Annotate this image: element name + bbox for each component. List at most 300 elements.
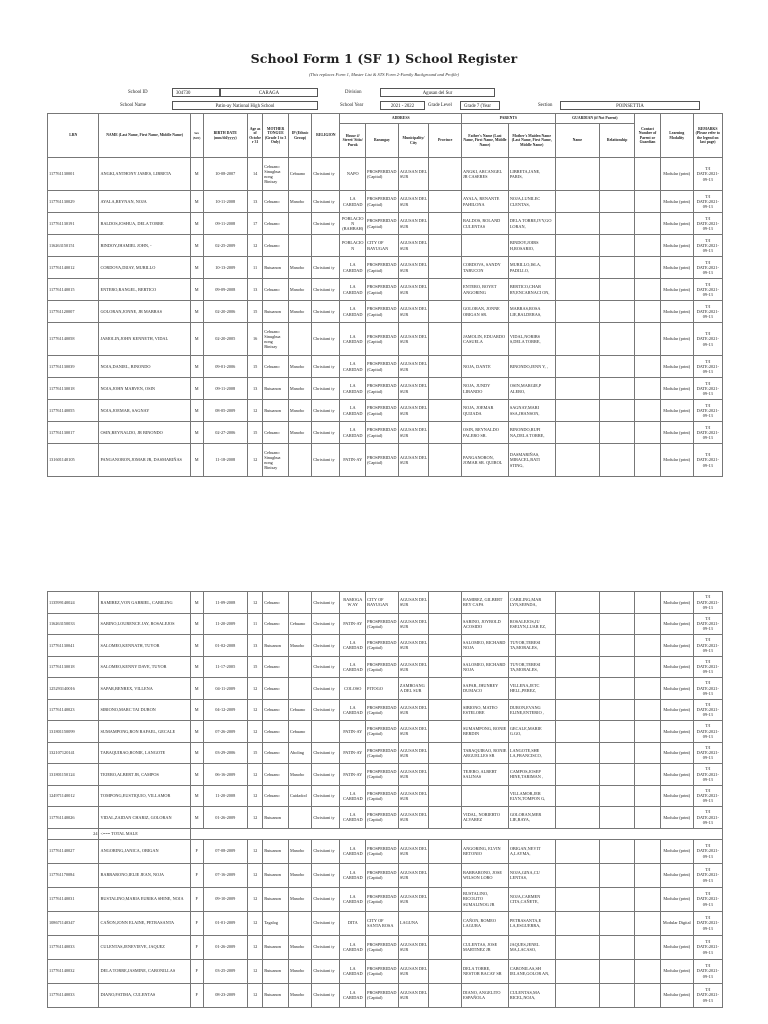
cell-lrn: 117761140031: [48, 887, 99, 911]
cell-province: [429, 279, 462, 301]
cell-guardian-name: [555, 400, 599, 422]
cell-mother: TUYOR,TERESI TA,MORALES,: [508, 656, 555, 678]
cell-sex: F: [190, 959, 203, 983]
cell-religion: Christiani ty: [312, 887, 340, 911]
cell-ip: Manobo: [288, 764, 311, 786]
cell-province: [429, 839, 462, 863]
cell-name: SALOMEO,KENNATH, TUYOR: [99, 635, 190, 657]
cell-ip: Aboling: [288, 742, 311, 764]
cell-contact: [635, 235, 661, 257]
table-row: [48, 158, 723, 191]
cell-municipality: AGUSAN DEL SUR: [398, 323, 428, 356]
cell-modality: Modular (print): [660, 656, 693, 678]
cell-barangay: PROSPERIDAD (Capital): [366, 699, 399, 721]
cell-house: LA CARIDAD: [340, 422, 366, 444]
cell-contact: [635, 839, 661, 863]
cell-house: LA CARIDAD: [340, 279, 366, 301]
col-birth: BIRTH DATE (mm/dd/yyyy): [203, 114, 247, 158]
cell-modality: Modular (print): [660, 678, 693, 700]
cell-father: [462, 785, 509, 807]
cell-ip: Manobo: [288, 356, 311, 378]
cell-ip: Manobo: [288, 863, 311, 887]
cell-birth: 11-20-2008: [203, 785, 247, 807]
cell-contact: [635, 158, 661, 191]
cell-province: [429, 785, 462, 807]
cell-municipality: AGUSAN DEL SUR: [398, 257, 428, 279]
cell-house: PATIN-AY: [340, 721, 366, 743]
cell-sex: F: [190, 887, 203, 911]
cell-guardian-name: [555, 235, 599, 257]
cell-modality: Modular (print): [660, 323, 693, 356]
cell-religion: Christiani ty: [312, 678, 340, 700]
cell-tongue: Cebuano: [263, 213, 289, 235]
cell-barangay: PROSPERIDAD (Capital): [366, 378, 399, 400]
cell-name: ANGKI,ANTHONY JAMES, LIBRETA: [99, 158, 190, 191]
cell-age: 15: [247, 422, 262, 444]
cell-modality: Modular (print): [660, 235, 693, 257]
cell-sex: M: [190, 301, 203, 323]
cell-relationship: [600, 863, 635, 887]
cell-remarks: T/I DATE:2021-09-13: [693, 158, 722, 191]
cell-father: SAPAR, JHUNREY DUMACO: [462, 678, 509, 700]
cell-relationship: [600, 592, 635, 614]
cell-lrn: 117761140033: [48, 983, 99, 1007]
cell-age: 12: [248, 887, 263, 911]
cell-religion: Christiani ty: [312, 356, 340, 378]
cell-religion: Christiani ty: [312, 191, 340, 213]
cell-religion: Christiani ty: [312, 158, 340, 191]
col-religion: RELIGION: [312, 114, 340, 158]
cell-guardian-name: [555, 158, 599, 191]
cell-tongue: Cebuano: [263, 699, 289, 721]
cell-relationship: [600, 444, 635, 477]
cell-name: TOMPONG,EUSTIQUIO, VILLAMOR: [99, 785, 190, 807]
table-row: [48, 592, 723, 614]
col-guardian-name: Name: [555, 124, 599, 158]
cell-father: CORDOVA, SANDY TABUCON: [462, 257, 509, 279]
cell-barangay: PROSPERIDAD (Capital): [366, 613, 399, 635]
cell-mother: VIDAL,NORIBS S,DELA TORRE,: [508, 323, 555, 356]
cell-mother: DELA TORRE,IVY,GO LORAN,: [508, 213, 555, 235]
cell-contact: [635, 213, 661, 235]
cell-barangay: PITOGO: [366, 678, 399, 700]
cell-remarks: T/I DATE:2021-09-13: [693, 422, 722, 444]
cell-guardian-name: [555, 678, 599, 700]
cell-ip: Cuidadod: [288, 785, 311, 807]
cell-name: RAMIREZ,VON GABRIEL, CABILING: [99, 592, 190, 614]
cell-barangay: PROSPERIDAD (Capital): [366, 444, 399, 477]
cell-sex: M: [190, 742, 203, 764]
cell-sex: M: [190, 635, 203, 657]
cell-barangay: CITY OF SANTA ROSA: [366, 911, 399, 935]
cell-relationship: [600, 678, 635, 700]
table-row: [48, 785, 723, 807]
cell-age: 12: [248, 785, 263, 807]
table-row: [48, 959, 723, 983]
cell-birth: 04-12-2009: [203, 699, 247, 721]
cell-sex: M: [190, 158, 203, 191]
cell-province: [429, 213, 462, 235]
cell-contact: [635, 699, 661, 721]
cell-guardian-name: [555, 699, 599, 721]
cell-name: CULENTAS,JENEVIEVE, JAQUEZ: [99, 935, 190, 959]
cell-contact: [635, 301, 661, 323]
cell-birth: 10-13-2009: [203, 257, 247, 279]
cell-relationship: [600, 279, 635, 301]
cell-age: 12: [247, 400, 262, 422]
cell-guardian-name: [555, 213, 599, 235]
cell-age: 12: [248, 807, 263, 829]
cell-mother: GECALE,MARIE G.GO,: [508, 721, 555, 743]
cell-municipality: AGUSAN DEL SUR: [398, 235, 428, 257]
cell-barangay: PROSPERIDAD (Capital): [366, 301, 399, 323]
cell-father: VIDAL, NORIERTO ALVAREZ: [462, 807, 509, 829]
cell-remarks: T/I DATE:2021-09-13: [693, 983, 722, 1007]
cell-barangay: PROSPERIDAD (Capital): [366, 887, 399, 911]
cell-guardian-name: [555, 785, 599, 807]
cell-sex: M: [190, 678, 203, 700]
cell-mother: SAGNAY,MARI SSA,JHANSON,: [508, 400, 555, 422]
cell-barangay: PROSPERIDAD (Capital): [366, 935, 399, 959]
cell-father: SIBIONO, MATEO ESTELORE: [462, 699, 509, 721]
cell-religion: Christiani ty: [312, 785, 340, 807]
cell-age: 15: [247, 301, 262, 323]
cell-remarks: T/I DATE:2021-09-13: [693, 635, 722, 657]
cell-age: 15: [247, 356, 262, 378]
cell-age: 12: [248, 863, 263, 887]
cell-religion: Christiani ty: [312, 592, 340, 614]
cell-religion: Christiani ty: [312, 378, 340, 400]
cell-contact: [635, 742, 661, 764]
cell-mother: CULENTAS,MA RICEL,NOJA,: [508, 983, 555, 1007]
cell-province: [429, 721, 462, 743]
cell-lrn: 117761140015: [48, 279, 99, 301]
cell-age: 13: [247, 378, 262, 400]
cell-lrn: 124971140012: [48, 785, 99, 807]
col-barangay: Barangay: [366, 124, 399, 158]
cell-guardian-name: [555, 863, 599, 887]
cell-birth: 07-26-2009: [203, 721, 247, 743]
cell-mother: JAQUES,JENEL MA,LACASO,: [508, 935, 555, 959]
cell-barangay: PROSPERIDAD (Capital): [366, 983, 399, 1007]
cell-modality: Modular (print): [660, 635, 693, 657]
cell-guardian-name: [555, 323, 599, 356]
cell-province: [429, 158, 462, 191]
cell-lrn: 117761140012: [48, 257, 99, 279]
cell-relationship: [600, 935, 635, 959]
cell-sex: F: [190, 935, 203, 959]
cell-tongue: Cebuano: [263, 235, 289, 257]
cell-mother: DASMARIÑAS, MIRACEL,BATI STING,: [508, 444, 555, 477]
cell-mother: BINONDO,RUFI NA,DELA TORRE,: [508, 422, 555, 444]
cell-municipality: AGUSAN DEL SUR: [398, 356, 428, 378]
cell-sex: M: [190, 356, 203, 378]
cell-ip: Manobo: [288, 378, 311, 400]
cell-sex: M: [190, 444, 203, 477]
cell-barangay: PROSPERIDAD (Capital): [366, 839, 399, 863]
cell-municipality: AGUSAN DEL SUR: [398, 635, 428, 657]
cell-guardian-name: [555, 378, 599, 400]
cell-municipality: AGUSAN DEL SUR: [398, 764, 428, 786]
cell-municipality: AGUSAN DEL SUR: [398, 301, 428, 323]
cell-lrn: 117761130018: [48, 656, 99, 678]
cell-father: TABAQUIRAO, RONIE ARGUELLES SR: [462, 742, 509, 764]
cell-modality: Modular (print): [660, 257, 693, 279]
cell-lrn: 108671140347: [48, 911, 99, 935]
cell-contact: [635, 279, 661, 301]
division-value: Agusan del Sur: [380, 88, 495, 97]
cell-birth: 03-29-2006: [203, 742, 247, 764]
cell-tongue: Cebuano: [263, 742, 289, 764]
cell-mother: DURON,EVANG ELINE,ENTERIO ,: [508, 699, 555, 721]
cell-barangay: PROSPERIDAD (Capital): [366, 400, 399, 422]
cell-father: OSIN, REYNALDO PALERO SR.: [462, 422, 509, 444]
table-row: [48, 721, 723, 743]
cell-sex: M: [190, 257, 203, 279]
cell-name: CORDOVA,DIJAY, MURILLO: [99, 257, 190, 279]
cell-ip: [288, 911, 311, 935]
table-row: [48, 444, 723, 477]
cell-guardian-name: [555, 613, 599, 635]
cell-sex: F: [190, 863, 203, 887]
cell-guardian-name: [555, 721, 599, 743]
cell-name: NOJA,JOEMAR, SAGNAY: [99, 400, 190, 422]
cell-contact: [635, 887, 661, 911]
cell-barangay: CITY OF BAYUGAN: [366, 592, 399, 614]
cell-remarks: T/I DATE:2021-09-13: [693, 863, 722, 887]
cell-modality: Modular (print): [660, 422, 693, 444]
cell-mother: NOJA,CARMEN CITA,CAÑETE,: [508, 887, 555, 911]
cell-municipality: AGUSAN DEL SUR: [398, 592, 428, 614]
cell-modality: Modular (print): [660, 213, 693, 235]
cell-remarks: T/I DATE:2021-09-13: [693, 911, 722, 935]
cell-relationship: [600, 613, 635, 635]
cell-modality: Modular (print): [660, 807, 693, 829]
cell-house: DITA: [340, 911, 366, 935]
cell-ip: Manobo: [288, 422, 311, 444]
cell-house: LA CARIDAD: [340, 323, 366, 356]
cell-province: [429, 257, 462, 279]
col-relationship: Relationship: [600, 124, 635, 158]
cell-ip: Manobo: [288, 279, 311, 301]
cell-province: [429, 301, 462, 323]
cell-mother: MABRAS,ROSA LIE,BALDERAS,: [508, 301, 555, 323]
cell-father: [462, 235, 509, 257]
cell-sex: M: [190, 785, 203, 807]
cell-contact: [635, 592, 661, 614]
cell-remarks: T/I DATE:2021-09-13: [693, 887, 722, 911]
cell-relationship: [600, 839, 635, 863]
cell-municipality: AGUSAN DEL SUR: [398, 785, 428, 807]
table-row: [48, 839, 723, 863]
cell-house: BAMOGAW AY: [340, 592, 366, 614]
cell-house: LA CARIDAD: [340, 301, 366, 323]
cell-house: LA CARIDAD: [340, 887, 366, 911]
cell-ip: [288, 656, 311, 678]
cell-relationship: [600, 191, 635, 213]
cell-guardian-name: [555, 356, 599, 378]
cell-birth: 11-17-2005: [203, 656, 247, 678]
cell-age: 12: [248, 935, 263, 959]
cell-age: 12: [248, 959, 263, 983]
cell-ip: Manobo: [288, 191, 311, 213]
cell-province: [429, 235, 462, 257]
cell-guardian-name: [555, 742, 599, 764]
cell-sex: M: [190, 422, 203, 444]
cell-religion: Christiani ty: [312, 444, 340, 477]
cell-tongue: Tagalog: [263, 911, 289, 935]
cell-barangay: PROSPERIDAD (Capital): [366, 257, 399, 279]
cell-religion: Christiani ty: [312, 635, 340, 657]
cell-religion: Christiani ty: [312, 983, 340, 1007]
cell-name: PANGANORON,JOMAR JR, DASMARIÑAS: [99, 444, 190, 477]
cell-province: [429, 323, 462, 356]
col-remarks-title: REMARKS: [698, 126, 718, 131]
cell-guardian-name: [555, 807, 599, 829]
cell-modality: Modular (print): [660, 863, 693, 887]
col-modality: Learning Modality: [660, 114, 693, 158]
cell-sex: M: [190, 323, 203, 356]
cell-municipality: AGUSAN DEL SUR: [398, 444, 428, 477]
cell-ip: [288, 807, 311, 829]
cell-age: 17: [247, 213, 262, 235]
cell-religion: Christiani ty: [312, 213, 340, 235]
cell-province: [429, 678, 462, 700]
cell-name: JAMOLIN,JOHN KENNETH, VIDAL: [99, 323, 190, 356]
cell-barangay: PROSPERIDAD (Capital): [366, 807, 399, 829]
cell-age: 16: [247, 323, 262, 356]
cell-municipality: AGUSAN DEL SUR: [398, 613, 428, 635]
cell-tongue: Cebuano: [263, 613, 289, 635]
grade-level-label: Grade Level: [428, 103, 452, 108]
cell-province: [429, 983, 462, 1007]
cell-contact: [635, 444, 661, 477]
cell-tongue: Cebuano: [263, 785, 289, 807]
cell-relationship: [600, 301, 635, 323]
cell-sex: M: [190, 235, 203, 257]
cell-ip: Manobo: [288, 400, 311, 422]
cell-name: OSIN,REYNALDO, JR BINONDO: [99, 422, 190, 444]
table-row: [48, 213, 723, 235]
cell-age: 11: [247, 257, 262, 279]
cell-father: NOJA, DANTE: [462, 356, 509, 378]
cell-remarks: T/I DATE:2021-09-13: [693, 935, 722, 959]
cell-modality: Modular (print): [660, 742, 693, 764]
table-row: [48, 613, 723, 635]
cell-relationship: [600, 378, 635, 400]
cell-relationship: [600, 742, 635, 764]
cell-father: CULENTAS, JOSE MARTINEZ JR: [462, 935, 509, 959]
cell-religion: Christiani ty: [312, 422, 340, 444]
cell-barangay: PROSPERIDAD (Capital): [366, 656, 399, 678]
cell-father: RAMIREZ, GILBERT REY CAPA: [462, 592, 509, 614]
cell-tongue: Butuanon: [263, 635, 289, 657]
cell-guardian-name: [555, 635, 599, 657]
school-name-value: Patin-ay National High School: [172, 101, 318, 110]
cell-lrn: 117761140055: [48, 400, 99, 422]
section-value: POINSETTIA: [560, 101, 700, 110]
cell-mother: LANGOTE,SHE LA,FRANCISCO,: [508, 742, 555, 764]
cell-barangay: PROSPERIDAD (Capital): [366, 323, 399, 356]
cell-province: [429, 191, 462, 213]
cell-tongue: Cebuano Sinugbua nong Binisay: [263, 323, 289, 356]
cell-religion: Christiani ty: [312, 699, 340, 721]
cell-barangay: PROSPERIDAD (Capital): [366, 959, 399, 983]
cell-province: [429, 911, 462, 935]
cell-ip: [288, 213, 311, 235]
cell-barangay: PROSPERIDAD (Capital): [366, 742, 399, 764]
cell-ip: [288, 678, 311, 700]
cell-tongue: Cebuano: [263, 721, 289, 743]
cell-remarks: T/I DATE:2021-09-13: [693, 959, 722, 983]
cell-lrn: 131801150124: [48, 764, 99, 786]
table-row: [48, 257, 723, 279]
cell-contact: [635, 400, 661, 422]
cell-sex: F: [190, 839, 203, 863]
cell-sex: M: [190, 764, 203, 786]
col-parents: PARENTS: [462, 114, 556, 124]
cell-province: [429, 400, 462, 422]
cell-house: LA CARIDAD: [340, 863, 366, 887]
cell-sex: M: [190, 613, 203, 635]
cell-birth: 07-08-2009: [203, 839, 247, 863]
cell-tongue: Butuanon: [263, 935, 289, 959]
cell-modality: Modular Digital: [660, 911, 693, 935]
cell-sex: M: [190, 378, 203, 400]
cell-province: [429, 378, 462, 400]
school-name-label: School Name: [120, 103, 146, 108]
cell-tongue: Cebuano: [263, 764, 289, 786]
cell-relationship: [600, 721, 635, 743]
cell-municipality: AGUSAN DEL SUR: [398, 279, 428, 301]
cell-lrn: 113599140024: [48, 592, 99, 614]
school-year-value: 2021 - 2022: [380, 101, 425, 110]
cell-relationship: [600, 911, 635, 935]
cell-remarks: T/I DATE:2021-09-13: [693, 699, 722, 721]
cell-sex: M: [190, 807, 203, 829]
cell-birth: 09-11-2008: [203, 378, 247, 400]
cell-birth: 09-10-2009: [203, 887, 247, 911]
cell-religion: Christiani ty: [312, 323, 340, 356]
cell-tongue: Cebuano: [263, 422, 289, 444]
cell-guardian-name: [555, 887, 599, 911]
cell-father: BALDOS, ROLAND CULENTAS: [462, 213, 509, 235]
col-province: Province: [429, 124, 462, 158]
cell-barangay: PROSPERIDAD (Capital): [366, 785, 399, 807]
cell-guardian-name: [555, 935, 599, 959]
cell-barangay: PROSPERIDAD (Capital): [366, 721, 399, 743]
cell-name: CAÑON,JONN ELAINE, PETRASANTA: [99, 911, 190, 935]
cell-remarks: T/I DATE:2021-09-13: [693, 807, 722, 829]
cell-guardian-name: [555, 279, 599, 301]
cell-age: 13: [248, 635, 263, 657]
cell-birth: 02-20-2006: [203, 301, 247, 323]
cell-remarks: T/I DATE:2021-09-13: [693, 356, 722, 378]
cell-ip: Manobo: [288, 257, 311, 279]
cell-house: LA CARIDAD: [340, 356, 366, 378]
col-name: NAME (Last Name, First Name, Middle Name): [99, 114, 190, 158]
cell-contact: [635, 422, 661, 444]
cell-mother: BERTICO,CHAR RY,ENCARNACI ON,: [508, 279, 555, 301]
cell-lrn: 116263150033: [48, 613, 99, 635]
cell-tongue: Cebuano: [263, 279, 289, 301]
cell-municipality: AGUSAN DEL SUR: [398, 400, 428, 422]
cell-tongue: Butuanon: [263, 839, 289, 863]
cell-ip: [288, 323, 311, 356]
form-subtitle: (This replaces Form 1, Master List & STS Form 2-Family Background and Profile): [308, 72, 460, 77]
cell-age: 12: [248, 721, 263, 743]
cell-guardian-name: [555, 191, 599, 213]
